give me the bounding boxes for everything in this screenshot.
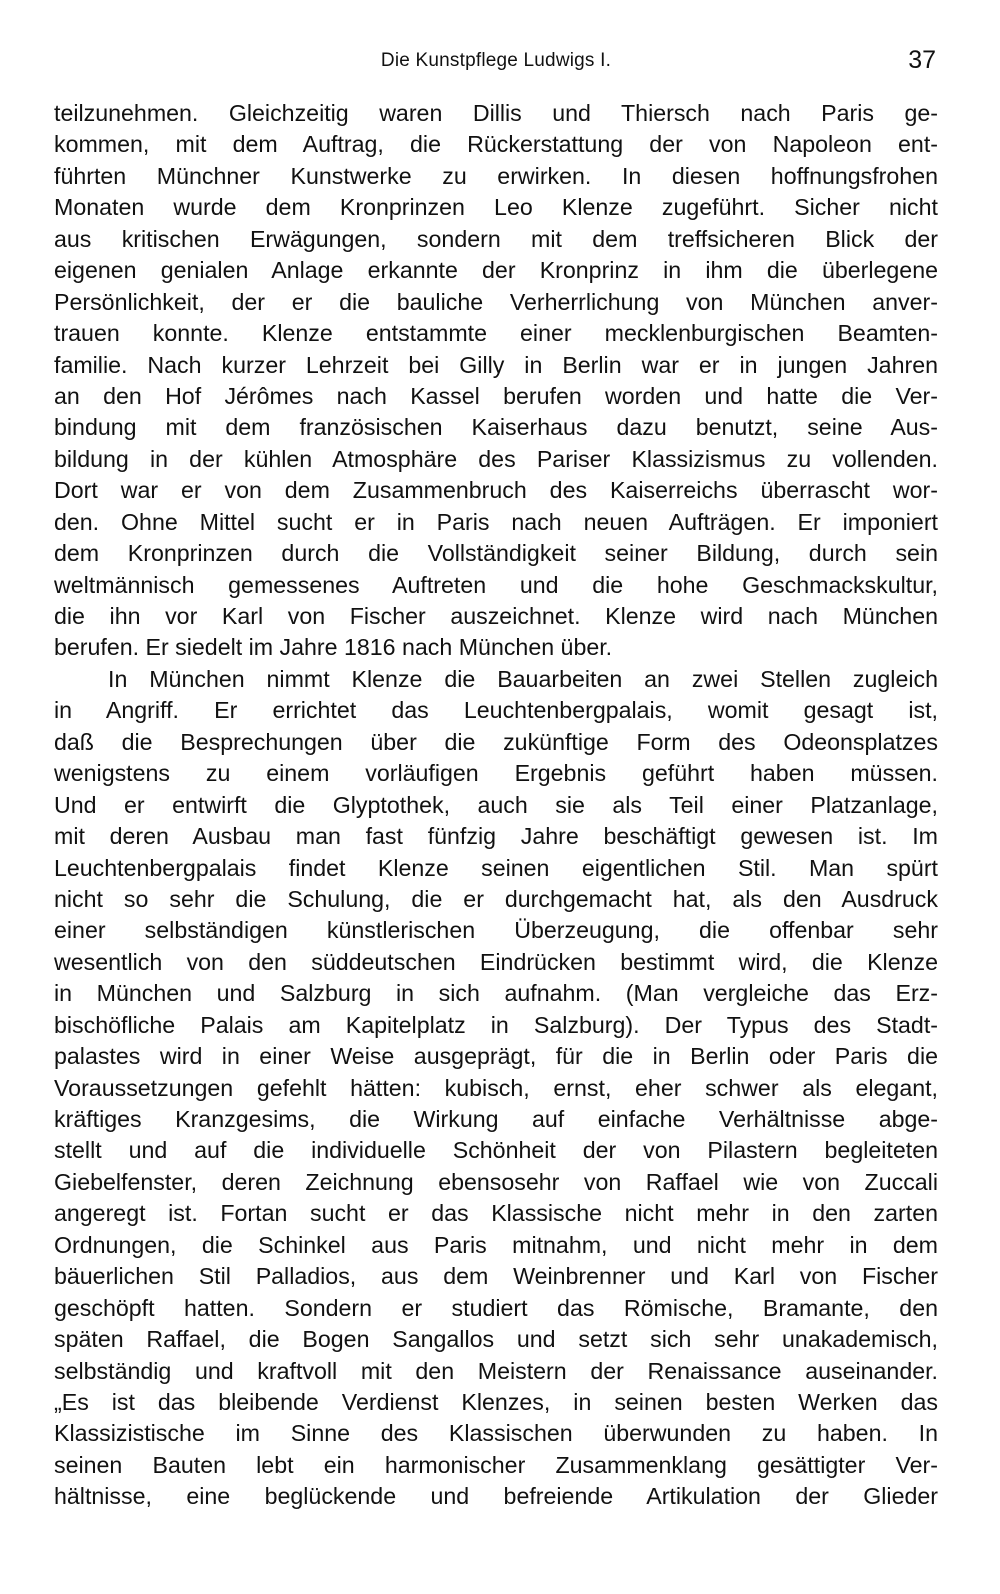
text-line: bischöfliche Palais am Kapitelplatz in Salzburg). Der Typus des Stadt- bbox=[54, 1011, 938, 1038]
text-line: Leuchtenbergpalais findet Klenze seinen eigentlichen Stil. Man spürt bbox=[54, 854, 938, 881]
text-line: bindung mit dem französischen Kaiserhaus dazu benutzt, seine Aus- bbox=[54, 414, 938, 441]
text-line: selbständig und kraftvoll mit den Meistern der Renaissance auseinander. bbox=[54, 1357, 938, 1384]
text-line: Ordnungen, die Schinkel aus Paris mitnahm, und nicht mehr in dem bbox=[54, 1231, 938, 1258]
text-line: den. Ohne Mittel sucht er in Paris nach neuen Aufträgen. Er imponiert bbox=[54, 508, 938, 535]
body-text bbox=[54, 98, 938, 1513]
text-line: weltmännisch gemessenes Auftreten und die hohe Geschmackskultur, bbox=[54, 571, 938, 598]
text-line: bildung in der kühlen Atmosphäre des Pariser Klassizismus zu vollenden. bbox=[54, 445, 938, 472]
text-line: an den Hof Jérômes nach Kassel berufen worden und hatte die Ver- bbox=[54, 382, 938, 409]
text-line: dem Kronprinzen durch die Vollständigkeit seiner Bildung, durch sein bbox=[54, 540, 938, 567]
text-line: bäuerlichen Stil Palladios, aus dem Weinbrenner und Karl von Fischer bbox=[54, 1263, 938, 1290]
paragraph-end-line: berufen. Er siedelt im Jahre 1816 nach München über. bbox=[54, 634, 613, 661]
text-line: daß die Besprechungen über die zukünftige Form des Odeonsplatzes bbox=[54, 728, 938, 755]
text-line: trauen konnte. Klenze entstammte einer mecklenburgischen Beamten- bbox=[54, 320, 938, 347]
text-line: Monaten wurde dem Kronprinzen Leo Klenze zugeführt. Sicher nicht bbox=[54, 194, 938, 221]
text-line: wesentlich von den süddeutschen Eindrücken bestimmt wird, die Klenze bbox=[54, 948, 938, 975]
running-title: Die Kunstpflege Ludwigs I. bbox=[380, 50, 612, 71]
text-line: aus kritischen Erwägungen, sondern mit dem treffsicheren Blick der bbox=[54, 225, 938, 252]
text-line: eigenen genialen Anlage erkannte der Kronprinz in ihm die überlegene bbox=[54, 257, 938, 284]
page-number: 37 bbox=[908, 46, 936, 74]
text-line: führten Münchner Kunstwerke zu erwirken. In diesen hoffnungsfrohen bbox=[54, 162, 938, 189]
text-line: späten Raffael, die Bogen Sangallos und setzt sich sehr unakademisch, bbox=[54, 1326, 938, 1353]
text-line: geschöpft hatten. Sondern er studiert das Römische, Bramante, den bbox=[54, 1294, 938, 1321]
text-line: angeregt ist. Fortan sucht er das Klassische nicht mehr in den zarten bbox=[54, 1200, 938, 1227]
paragraph-start-line: In München nimmt Klenze die Bauarbeiten an zwei Stellen zugleich bbox=[108, 665, 938, 692]
text-line: Und er entwirft die Glyptothek, auch sie als Teil einer Platzanlage, bbox=[54, 791, 938, 818]
text-line: Dort war er von dem Zusammenbruch des Kaiserreichs überrascht wor- bbox=[54, 477, 938, 504]
page-header bbox=[54, 44, 938, 78]
text-line: hältnisse, eine beglückende und befreiende Artikulation der Glieder bbox=[54, 1483, 938, 1510]
text-line: kommen, mit dem Auftrag, die Rückerstattung der von Napoleon ent- bbox=[54, 131, 938, 158]
text-line: mit deren Ausbau man fast fünfzig Jahre beschäftigt gewesen ist. Im bbox=[54, 823, 938, 850]
text-line: seinen Bauten lebt ein harmonischer Zusammenklang gesättigter Ver- bbox=[54, 1451, 938, 1478]
text-line: familie. Nach kurzer Lehrzeit bei Gilly in Berlin war er in jungen Jahren bbox=[54, 351, 938, 378]
text-line: Giebelfenster, deren Zeichnung ebensosehr von Raffael wie von Zuccali bbox=[54, 1168, 938, 1195]
text-line: stellt und auf die individuelle Schönheit der von Pilastern begleiteten bbox=[54, 1137, 938, 1164]
text-line: Klassizistische im Sinne des Klassischen überwunden zu haben. In bbox=[54, 1420, 938, 1447]
text-line: in München und Salzburg in sich aufnahm. (Man vergleiche das Erz- bbox=[54, 980, 938, 1007]
text-line: in Angriff. Er errichtet das Leuchtenbergpalais, womit gesagt ist, bbox=[54, 697, 938, 724]
text-line: teilzunehmen. Gleichzeitig waren Dillis und Thiersch nach Paris ge- bbox=[54, 100, 938, 126]
text-line: einer selbständigen künstlerischen Überzeugung, die offenbar sehr bbox=[54, 917, 938, 944]
text-line: Persönlichkeit, der er die bauliche Verherrlichung von München anver- bbox=[54, 288, 938, 315]
text-line: die ihn vor Karl von Fischer auszeichnet. Klenze wird nach München bbox=[54, 603, 938, 629]
text-line: Voraussetzungen gefehlt hätten: kubisch, ernst, eher schwer als elegant, bbox=[54, 1074, 938, 1101]
text-line: „Es ist das bleibende Verdienst Klenzes, in seinen besten Werken das bbox=[54, 1388, 938, 1415]
text-line: kräftiges Kranzgesims, die Wirkung auf einfache Verhältnisse abge- bbox=[54, 1106, 938, 1132]
text-line: wenigstens zu einem vorläufigen Ergebnis geführt haben müssen. bbox=[54, 760, 938, 787]
text-line: nicht so sehr die Schulung, die er durchgemacht hat, als den Ausdruck bbox=[54, 885, 938, 912]
text-line: palastes wird in einer Weise ausgeprägt, für die in Berlin oder Paris die bbox=[54, 1043, 938, 1070]
